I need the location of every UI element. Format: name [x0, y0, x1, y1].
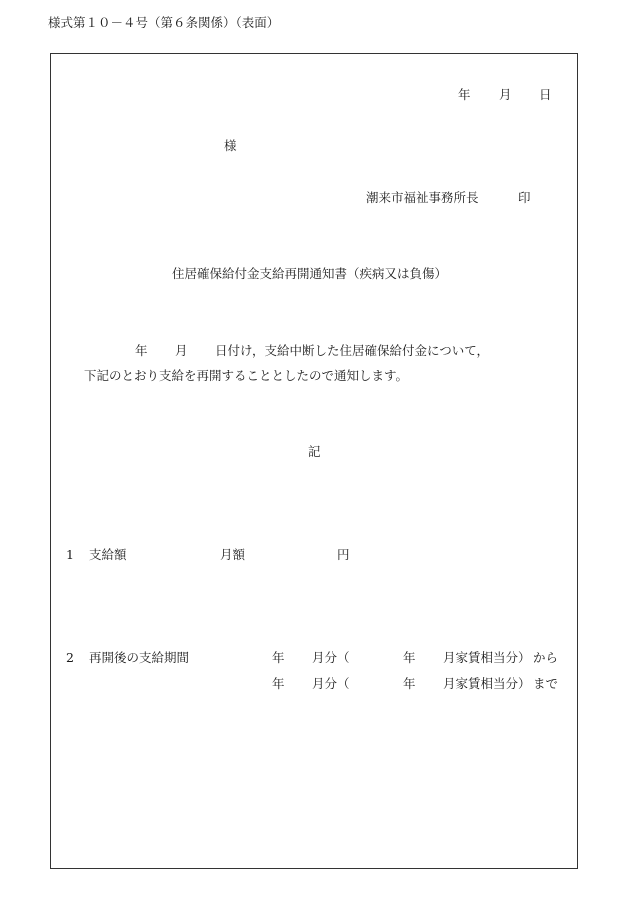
period-row-rent-part: 月家賃相当分） [443, 676, 531, 691]
period-row-rent-part: 月家賃相当分） [443, 650, 531, 665]
period-row-year2: 年 [403, 650, 416, 665]
period-row-year2: 年 [403, 676, 416, 691]
date-day-label: 日 [539, 87, 552, 102]
form-header: 様式第１０－４号（第６条関係）（表面） [48, 15, 280, 30]
period-row-month-part: 月分（ [312, 676, 350, 691]
body-line1-rest: 日付け，支給中断した住居確保給付金について， [215, 343, 490, 358]
item1-number: 1 [66, 547, 74, 562]
date-month-label: 月 [499, 87, 512, 102]
ki-label: 記 [308, 444, 321, 459]
body-month-label: 月 [175, 343, 188, 358]
issuer-name: 潮来市福祉事務所長 [366, 190, 479, 205]
seal-mark: 印 [518, 190, 531, 205]
item1-label: 支給額 [89, 547, 127, 562]
item1-sub-label: 月額 [220, 547, 246, 562]
item1-unit: 円 [337, 547, 350, 562]
body-line2: 下記のとおり支給を再開することとしたので通知します。 [84, 368, 409, 383]
period-row-suffix: まで [533, 676, 559, 691]
item2-label: 再開後の支給期間 [89, 650, 190, 665]
date-year-label: 年 [458, 87, 471, 102]
period-row-month-part: 月分（ [312, 650, 350, 665]
addressee-suffix: 様 [224, 138, 237, 153]
period-row-year: 年 [272, 676, 285, 691]
item2-number: 2 [66, 650, 74, 665]
period-row-year: 年 [272, 650, 285, 665]
body-year-label: 年 [135, 343, 148, 358]
document-title: 住居確保給付金支給再開通知書（疾病又は負傷） [172, 266, 448, 281]
period-row-suffix: から [533, 650, 559, 665]
document-frame [50, 53, 578, 869]
